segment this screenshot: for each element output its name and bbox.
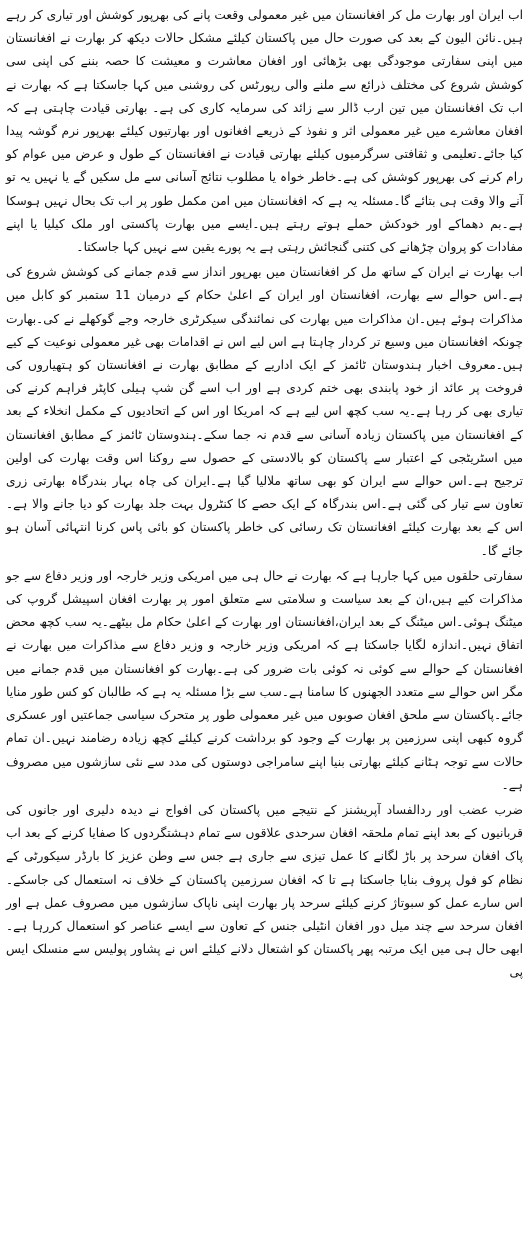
article-paragraph-1: اب ایران اور بھارت مل کر افغانستان میں غیر معمولی وقعت پانے کی بھرپور کوشش اور تیاری کر رہے ہیں۔نائن الیون کے بعد کی صورت حال میں پاکستان کیلئے مشکل حالات دیکھ کر بھارت نے افغانستان میں اپنی سفارتی موجودگی بھی بڑھائی اور افغان معاشرت و معیشت کا حصہ بننے کی اپنی سی کوشش شروع کی مختلف ذرائع سے ملنے والی رپورٹس کی روشنی میں کہا جاسکتا ہے کہ بھارت نے اب تک افغانستان میں تین ارب ڈالر سے زائد کی سرمایہ کاری کی ہے۔ بھارتی قیادت چاہتی ہے کہ افغان معاشرے میں غیر معمولی اثر و نفوذ کے ذریعے افغانوں اور بھارتیوں کیلئے بھرپور نرم گوشہ پیدا کیا جائے۔تعلیمی و ثقافتی سرگرمیوں کیلئے بھارتی قیادت نے افغانستان کے طول و عرض میں عوام کو رام کرنے کی بھرپور کوشش کی ہے۔خاطر خواہ یا مطلوب نتائج آسانی سے مل سکیں گے یا نہیں یہ تو آنے والا وقت ہی بتائے گا۔مسئلہ یہ ہے کہ افغانستان میں امن مکمل طور پر اب تک بحال نہیں ہوسکا ہے۔بم دھماکے اور خودکش حملے ہوتے رہتے ہیں۔ایسے میں بھارت پاکستی اور ملک کیلیا یا اپنے مفادات کو پروان چڑھانے کی کتنی گنجائش رہتی ہے یہ پورے یقین سے نہیں کہا جاسکتا۔ (6, 8, 523, 255)
article-paragraph-2: اب بھارت نے ایران کے ساتھ مل کر افغانستان میں بھرپور انداز سے قدم جمانے کی کوشش شروع کی ہے۔اس حوالے سے بھارت، افغانستان اور ایران کے اعلیٰ حکام کے درمیان 11 ستمبر کو کابل میں مذاکرات ہوئے ہیں۔ان مذاکرات میں بھارت کی نمائندگی سیکرٹری خارجہ وجے گوکھلے نے کی۔بھارت چونکہ افغانستان میں وسیع تر کردار چاہتا ہے اس لیے اس نے اقدامات بھی غیر معمولی نوعیت کے کیے ہیں۔معروف اخبار ہندوستان ٹائمز کے ایک اداریے کے مطابق بھارت نے افغانستان کو ہتھیاروں کی فروخت پر عائد از خود پابندی بھی ختم کردی ہے اور اب اسے گن شپ ہیلی کاپٹر فراہم کرنے کی تیاری بھی کر رہا ہے۔یہ سب کچھ اس لیے ہے کہ امریکا اور اس کے اتحادیوں کے مکمل انخلاء کے بعد کے افغانستان میں پاکستان زیادہ آسانی سے قدم نہ جما سکے۔ہندوستان ٹائمز کے مطابق افغانستان میں اسٹریٹجی کے اعتبار سے پاکستان کو بالادستی کے حصول سے روکنا اس وقت بھارت کی اولین ترجیح ہے۔اس حوالے سے ایران کو بھی ساتھ ملالیا گیا ہے۔ایران کی چاہ بہار بندرگاہ بھارتی زری تعاون سے تیار کی گئی ہے۔اس بندرگاہ کے ایک حصے کا کنٹرول بہت جلد بھارت کو دیا جانے والا ہے۔اس کے بعد بھارت کیلئے افغانستان تک رسائی کی خاطر پاکستان کو بائی پاس کرنا انتہائی آسان ہو جائے گا۔ (6, 265, 523, 558)
article-paragraph-4: ضرب عضب اور ردالفساد آپریشنز کے نتیجے میں پاکستان کی افواج نے دیدہ دلیری اور جانوں کی قربانیوں کے بعد اپنے تمام ملحقہ افغان سرحدی علاقوں سے تمام دہشتگردوں کا صفایا کرنے کے بعد اب پاک افغان سرحد پر باڑ لگانے کا عمل تیزی سے جاری ہے جس سے وطن عزیز کا بارڈر سیکورٹی کے نظام کو فول پروف بنایا جاسکتا ہے تا کہ افغان سرزمین پاکستان کے خلاف نہ استعمال کی جاسکے۔اس سارے عمل کو سبوتاژ کرنے کیلئے سرحد پار بھارت اپنی ناپاک سازشوں میں مصروف عمل ہے اور افغان سرحد سے چند میل دور افغان انٹیلی جنس کے تعاون سے ایسے عناصر کو استعمال کررہا ہے۔ابھی حال ہی میں ایک مرتبہ پھر پاکستان کو اشتعال دلانے کیلئے اس نے پشاور پولیس سے منسلک ایس پی (6, 802, 523, 980)
article-paragraph-3: سفارتی حلقوں میں کہا جارہا ہے کہ بھارت نے حال ہی میں امریکی وزیر خارجہ اور وزیر دفاع سے جو مذاکرات کیے ہیں،ان کے بعد سیاست و سلامتی سے متعلق امور پر بھارت افغان اسپیشل گروپ کی میٹنگ ہوئی۔اس میٹنگ کے بعد ایران،افغانستان اور بھارت کے اعلیٰ حکام مل بیٹھے۔یہ سب کچھ محض اتفاق نہیں۔اندازہ لگایا جاسکتا ہے کہ امریکی وزیر خارجہ و وزیر دفاع سے مذاکرات میں بھارت نے افغانستان کے حوالے سے کوئی نہ کوئی بات ضرور کی ہے۔بھارت کو افغانستان میں قدم جمانے میں مگر اس حوالے سے متعدد الجھنوں کا سامنا ہے۔سب سے بڑا مسئلہ یہ ہے کہ طالبان کو کس طور منایا جائے۔پاکستان سے ملحق افغان صوبوں میں غیر معمولی طور پر متحرک سیاسی جماعتیں اور عسکری گروہ کبھی اپنی سرزمین پر بھارت کے وجود کو برداشت کرنے کیلئے کچھ زیادہ رضامند نہیں۔ان تمام حالات سے توجہ ہٹانے کیلئے بھارتی بنیا اپنے سامراجی دوستوں کی مدد سے نئی سازشوں میں مصروف ہے۔ (6, 568, 523, 792)
